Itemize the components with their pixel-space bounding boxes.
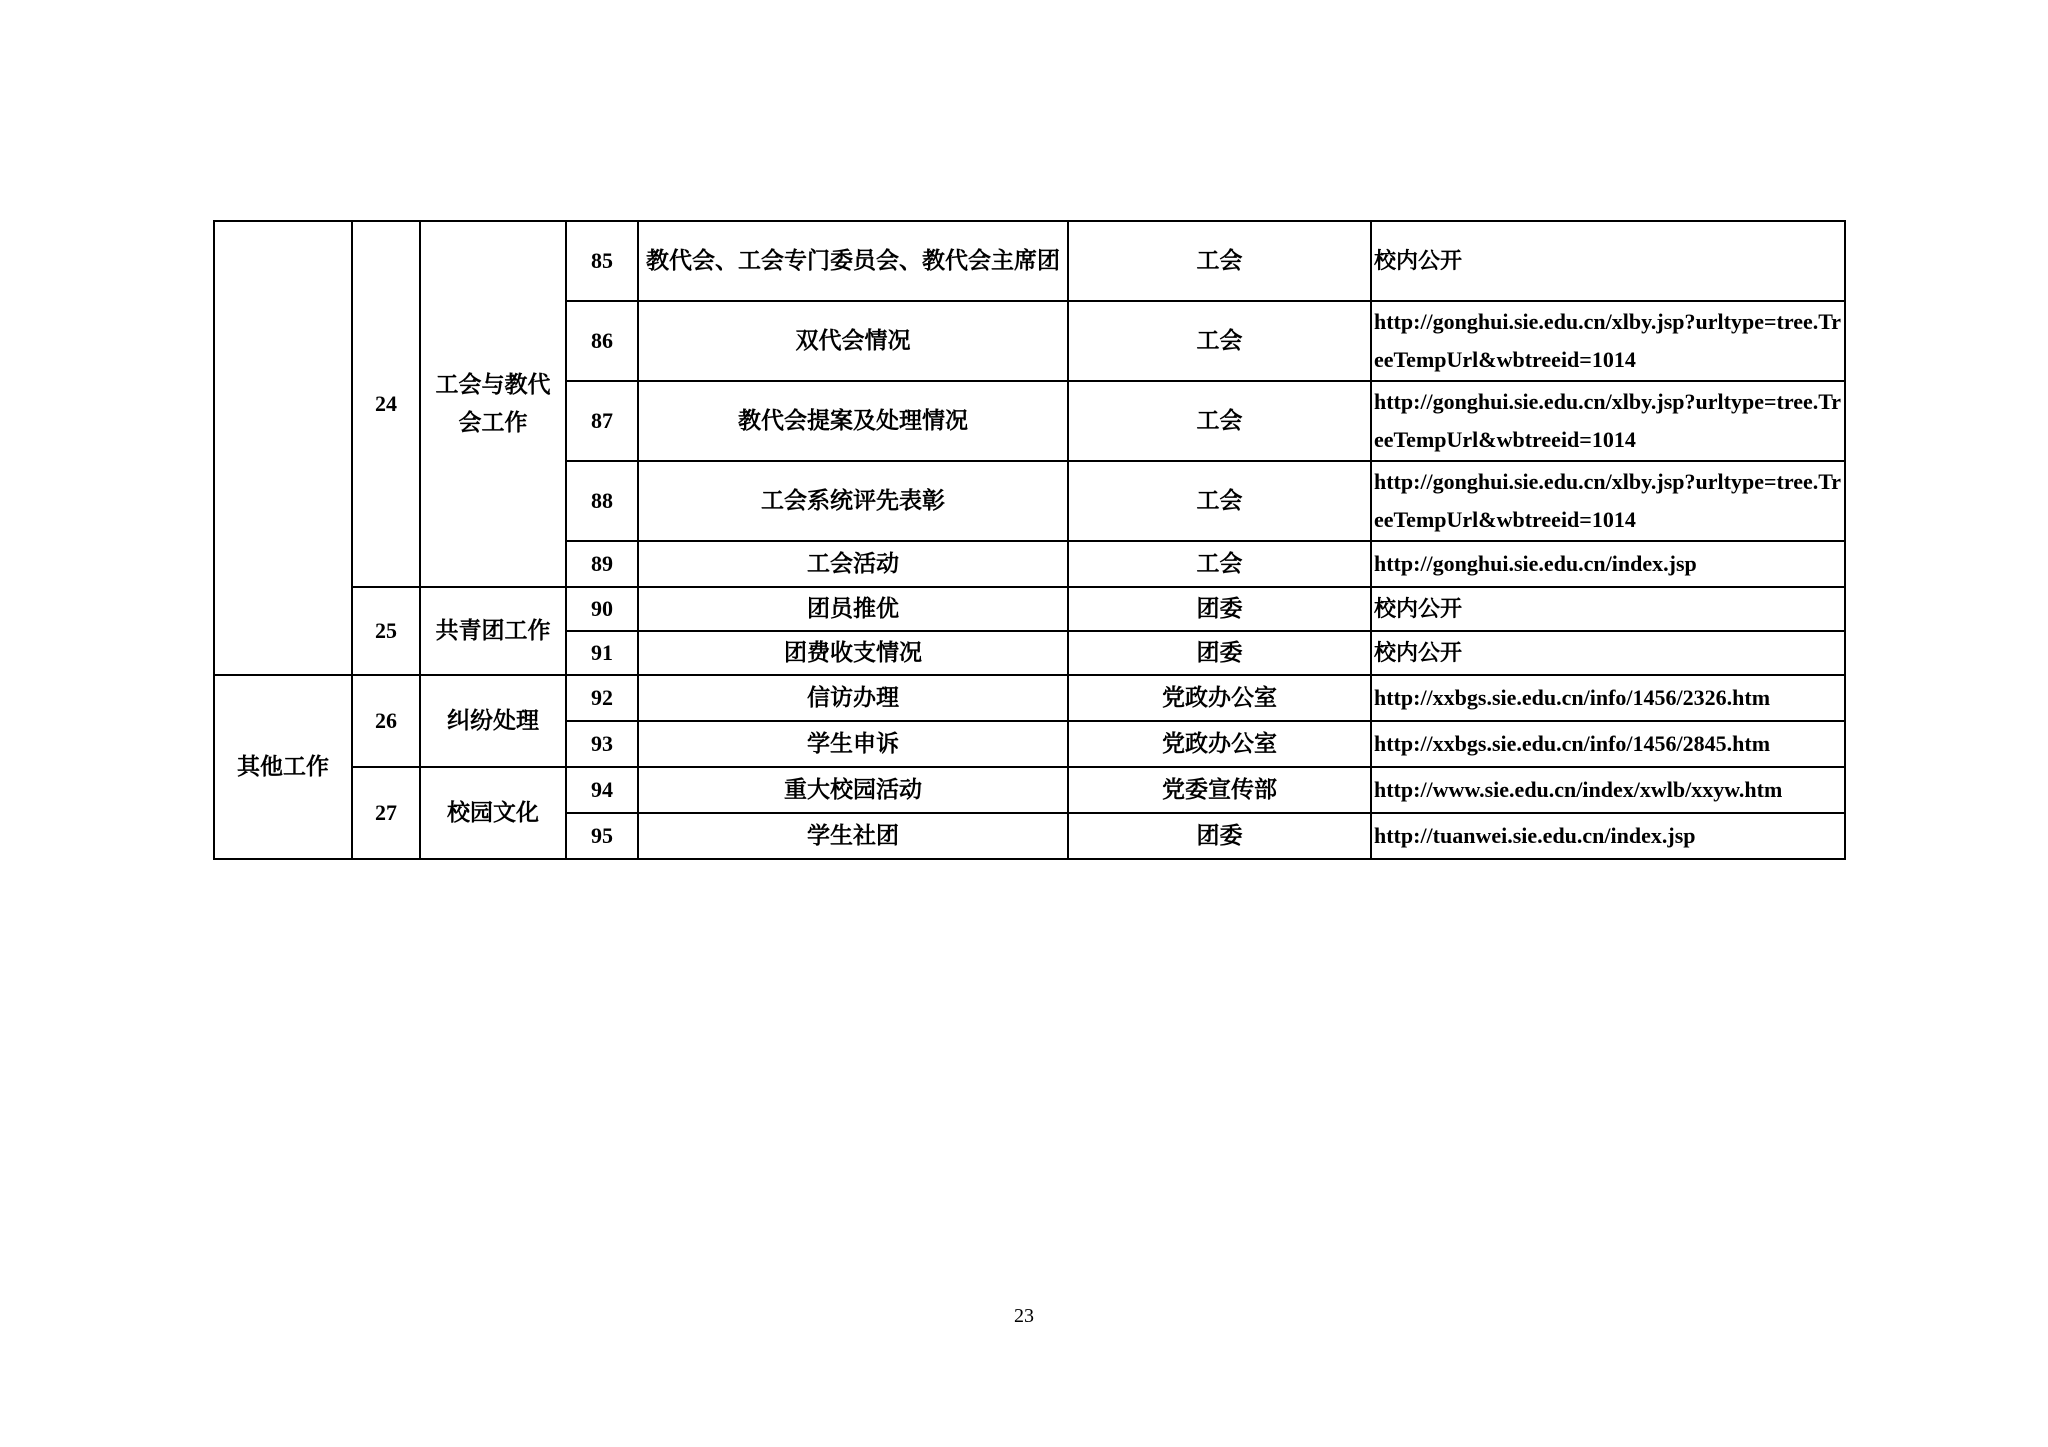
section-name: 校园文化 — [420, 767, 566, 859]
item-number: 90 — [566, 587, 638, 631]
item-number: 88 — [566, 461, 638, 541]
item-number: 95 — [566, 813, 638, 859]
section-number: 27 — [352, 767, 420, 859]
disclosure-link[interactable]: http://www.sie.edu.cn/index/xwlb/xxyw.htm — [1371, 767, 1845, 813]
item-name: 团费收支情况 — [638, 631, 1068, 675]
responsible-dept: 党政办公室 — [1068, 675, 1371, 721]
table-row — [214, 767, 1845, 813]
item-name: 信访办理 — [638, 675, 1068, 721]
item-number: 86 — [566, 301, 638, 381]
disclosure-link[interactable]: http://xxbgs.sie.edu.cn/info/1456/2845.htm — [1371, 721, 1845, 767]
disclosure-channel: 校内公开 — [1371, 587, 1845, 631]
responsible-dept: 工会 — [1068, 541, 1371, 587]
responsible-dept: 工会 — [1068, 381, 1371, 461]
item-number: 93 — [566, 721, 638, 767]
disclosure-link[interactable]: http://gonghui.sie.edu.cn/index.jsp — [1371, 541, 1845, 587]
section-number: 25 — [352, 587, 420, 675]
disclosure-link[interactable]: http://tuanwei.sie.edu.cn/index.jsp — [1371, 813, 1845, 859]
item-number: 94 — [566, 767, 638, 813]
item-name: 重大校园活动 — [638, 767, 1068, 813]
table-row — [214, 587, 1845, 631]
page-number: 23 — [1014, 1305, 1034, 1327]
item-number: 89 — [566, 541, 638, 587]
responsible-dept: 党委宣传部 — [1068, 767, 1371, 813]
item-number: 85 — [566, 221, 638, 301]
responsible-dept: 工会 — [1068, 221, 1371, 301]
responsible-dept: 党政办公室 — [1068, 721, 1371, 767]
category-cell: 其他工作 — [214, 675, 352, 859]
item-name: 团员推优 — [638, 587, 1068, 631]
responsible-dept: 工会 — [1068, 301, 1371, 381]
responsible-dept: 团委 — [1068, 631, 1371, 675]
disclosure-table — [213, 220, 1846, 860]
category-cell — [214, 221, 352, 675]
disclosure-link[interactable]: http://gonghui.sie.edu.cn/xlby.jsp?urltype=tree.TreeTempUrl&wbtreeid=1014 — [1371, 381, 1845, 461]
item-number: 91 — [566, 631, 638, 675]
disclosure-channel: 校内公开 — [1371, 631, 1845, 675]
section-number: 26 — [352, 675, 420, 767]
section-name: 工会与教代会工作 — [420, 221, 566, 587]
responsible-dept: 团委 — [1068, 813, 1371, 859]
item-name: 学生社团 — [638, 813, 1068, 859]
table-row — [214, 221, 1845, 301]
disclosure-channel: 校内公开 — [1371, 221, 1845, 301]
item-name: 教代会、工会专门委员会、教代会主席团 — [638, 221, 1068, 301]
table-row — [214, 675, 1845, 721]
disclosure-link[interactable]: http://gonghui.sie.edu.cn/xlby.jsp?urltype=tree.TreeTempUrl&wbtreeid=1014 — [1371, 461, 1845, 541]
section-name: 共青团工作 — [420, 587, 566, 675]
disclosure-link[interactable]: http://gonghui.sie.edu.cn/xlby.jsp?urltype=tree.TreeTempUrl&wbtreeid=1014 — [1371, 301, 1845, 381]
section-number: 24 — [352, 221, 420, 587]
section-name: 纠纷处理 — [420, 675, 566, 767]
disclosure-link[interactable]: http://xxbgs.sie.edu.cn/info/1456/2326.htm — [1371, 675, 1845, 721]
responsible-dept: 团委 — [1068, 587, 1371, 631]
responsible-dept: 工会 — [1068, 461, 1371, 541]
item-name: 双代会情况 — [638, 301, 1068, 381]
item-name: 教代会提案及处理情况 — [638, 381, 1068, 461]
item-name: 工会系统评先表彰 — [638, 461, 1068, 541]
item-name: 学生申诉 — [638, 721, 1068, 767]
item-number: 87 — [566, 381, 638, 461]
item-name: 工会活动 — [638, 541, 1068, 587]
item-number: 92 — [566, 675, 638, 721]
